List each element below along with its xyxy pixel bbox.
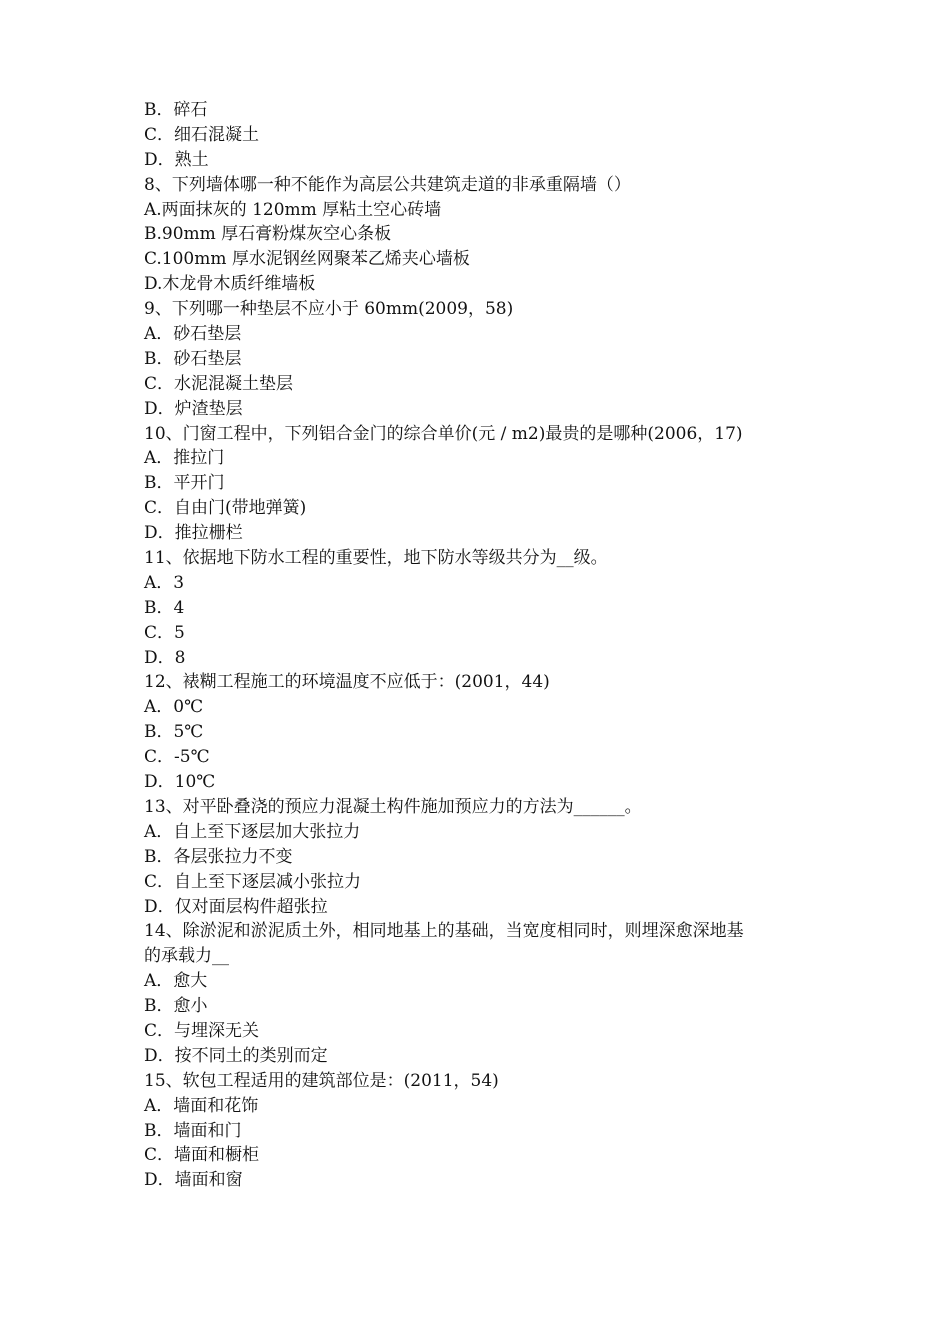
question-14: 14、除淤泥和淤泥质土外，相同地基上的基础，当宽度相同时，则埋深愈深地基	[144, 921, 744, 942]
question-9: 9、下列哪一种垫层不应小于 60mm(2009，58)	[144, 299, 514, 320]
option-line: D．10℃	[144, 772, 216, 793]
option-line: A．自上至下逐层加大张拉力	[144, 821, 361, 842]
option-line: B.90mm 厚石膏粉煤灰空心条板	[144, 224, 392, 245]
option-line: A.两面抹灰的 120mm 厚粘土空心砖墙	[144, 199, 442, 220]
option-line: D．按不同土的类别而定	[144, 1045, 328, 1066]
question-10: 10、门窗工程中，下列铝合金门的综合单价(元 / m2)最贵的是哪种(2006，17)	[144, 423, 743, 444]
option-line: C．水泥混凝土垫层	[144, 373, 294, 394]
option-line: D.木龙骨木质纤维墙板	[144, 274, 316, 295]
option-line: D．炉渣垫层	[144, 398, 243, 419]
option-line: C．-5℃	[144, 747, 210, 768]
option-line: C.100mm 厚水泥钢丝网聚苯乙烯夹心墙板	[144, 249, 470, 270]
option-line: C．自上至下逐层减小张拉力	[144, 871, 362, 892]
option-line: D．仅对面层构件超张拉	[144, 896, 328, 917]
document-body	[144, 98, 834, 1193]
option-line: D．墙面和窗	[144, 1170, 243, 1191]
option-line: B．4	[144, 597, 185, 618]
option-line: D．熟土	[144, 149, 209, 170]
question-13: 13、对平卧叠浇的预应力混凝土构件施加预应力的方法为______。	[144, 796, 642, 817]
option-line: D．8	[144, 647, 186, 668]
question-15: 15、软包工程适用的建筑部位是：(2011，54)	[144, 1070, 499, 1091]
question-8: 8、下列墙体哪一种不能作为高层公共建筑走道的非承重隔墙（）	[144, 174, 631, 195]
option-line: C．5	[144, 622, 185, 643]
option-line: B．砂石垫层	[144, 348, 242, 369]
option-line: A．推拉门	[144, 448, 225, 469]
option-line: B．平开门	[144, 473, 225, 494]
question-11: 11、依据地下防水工程的重要性，地下防水等级共分为__级。	[144, 548, 608, 569]
option-line: A．砂石垫层	[144, 324, 242, 345]
option-line: B．碎石	[144, 100, 208, 120]
option-line: C．与埋深无关	[144, 1020, 260, 1041]
option-line: B．愈小	[144, 996, 208, 1017]
question-14-continued: 的承载力__	[144, 946, 229, 967]
option-line: D．推拉栅栏	[144, 523, 243, 544]
option-line: B．墙面和门	[144, 1120, 242, 1141]
option-line: B．5℃	[144, 722, 204, 743]
option-line: A．愈大	[144, 971, 208, 992]
option-line: B．各层张拉力不变	[144, 846, 293, 867]
question-12: 12、裱糊工程施工的环境温度不应低于：(2001，44)	[144, 672, 550, 693]
option-line: C．自由门(带地弹簧)	[144, 498, 307, 519]
option-line: C．细石混凝土	[144, 124, 260, 145]
option-line: A．3	[144, 572, 185, 593]
option-line: A．墙面和花饰	[144, 1095, 259, 1116]
option-line: A．0℃	[144, 697, 204, 718]
option-line: C．墙面和橱柜	[144, 1145, 260, 1166]
